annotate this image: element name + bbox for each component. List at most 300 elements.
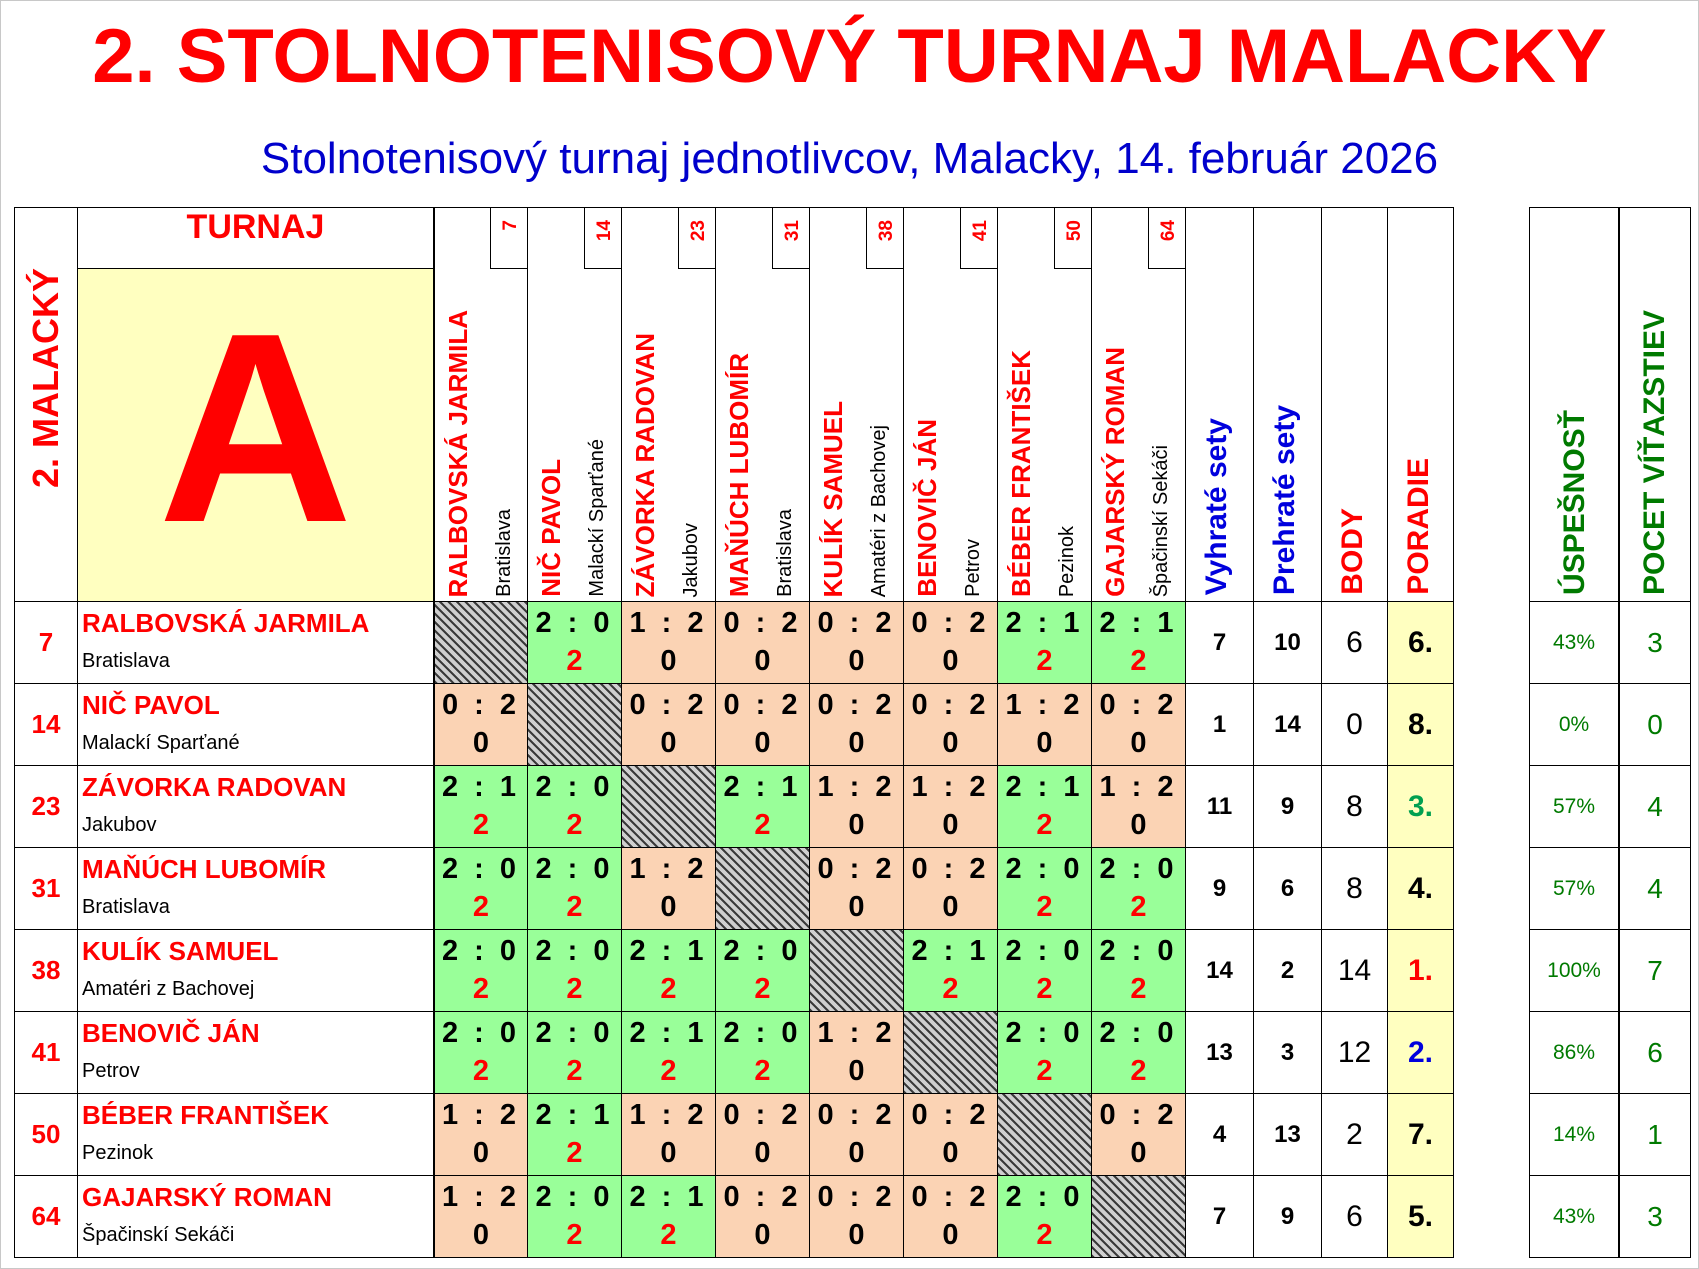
match-score: 2 : 0 xyxy=(535,1181,614,1213)
column-player-name: BÉBER FRANTIŠEK xyxy=(1006,349,1036,597)
stat-cell-won xyxy=(1186,1094,1254,1176)
row-number-cell xyxy=(14,848,78,930)
stat-cell-lost xyxy=(1254,602,1322,684)
row-player-name: GAJARSKÝ ROMAN xyxy=(82,1182,332,1212)
match-score: 2 : 0 xyxy=(1005,935,1084,967)
match-score: 0 : 2 xyxy=(817,1099,896,1131)
stat-cell-won xyxy=(1186,848,1254,930)
row-player-cell xyxy=(78,848,434,930)
row-number-cell xyxy=(14,766,78,848)
stat-cell-rank xyxy=(1388,930,1454,1012)
group-letter: A xyxy=(158,278,353,579)
wins-cell xyxy=(1619,602,1691,684)
match-points: 0 xyxy=(942,645,959,677)
row-number: 41 xyxy=(31,1037,61,1067)
row-number: 38 xyxy=(31,955,61,985)
diagonal-cell xyxy=(716,848,810,930)
match-result-cell xyxy=(998,1176,1092,1258)
stat-cell-points xyxy=(1322,766,1388,848)
match-score: 0 : 2 xyxy=(1099,1099,1178,1131)
row-player-club: Jakubov xyxy=(82,814,157,836)
stat-points: 8 xyxy=(1346,789,1363,823)
turnaj-label-cell xyxy=(78,207,434,269)
match-score: 2 : 0 xyxy=(441,1017,521,1049)
success-cell xyxy=(1529,930,1619,1012)
column-player-name: MAŇÚCH LUBOMÍR xyxy=(724,352,754,597)
stat-cell-lost xyxy=(1254,1094,1322,1176)
row-player-name: NIČ PAVOL xyxy=(82,690,220,720)
column-number: 64 xyxy=(1158,220,1179,242)
wins-value: 4 xyxy=(1647,872,1663,904)
match-result-cell xyxy=(998,602,1092,684)
column-player-club: Bratislava xyxy=(774,509,796,597)
match-result-cell xyxy=(434,848,528,930)
stat-cell-rank xyxy=(1388,1012,1454,1094)
row-player-club: Bratislava xyxy=(82,896,170,918)
match-result-cell xyxy=(1092,766,1186,848)
row-player-name: ZÁVORKA RADOVAN xyxy=(82,772,347,802)
match-score: 0 : 2 xyxy=(629,689,708,721)
row-number-cell xyxy=(14,1094,78,1176)
match-score: 0 : 2 xyxy=(1099,689,1178,721)
match-points: 0 xyxy=(848,727,865,759)
match-result-cell xyxy=(998,930,1092,1012)
match-score: 0 : 2 xyxy=(911,1181,990,1213)
match-points: 0 xyxy=(942,1219,959,1251)
match-score: 2 : 1 xyxy=(723,771,802,803)
match-result-cell xyxy=(716,1094,810,1176)
match-points: 0 xyxy=(942,891,959,923)
diagonal-cell xyxy=(622,766,716,848)
stat-header-label: Prehraté sety xyxy=(1268,404,1301,595)
match-result-cell xyxy=(998,1012,1092,1094)
match-score: 0 : 2 xyxy=(817,607,896,639)
row-player-club: Pezinok xyxy=(82,1142,154,1164)
stat-cell-points xyxy=(1322,684,1388,766)
row-player-club: Malackí Sparťané xyxy=(82,732,240,754)
match-score: 2 : 0 xyxy=(535,853,614,885)
match-points: 0 xyxy=(754,727,771,759)
match-points: 0 xyxy=(754,1137,771,1169)
match-result-cell xyxy=(904,684,998,766)
stat-rank: 2. xyxy=(1407,1035,1434,1069)
side-label: 2. MALACKÝ xyxy=(25,268,66,489)
match-result-cell xyxy=(528,1176,622,1258)
stat-cell-rank xyxy=(1388,602,1454,684)
row-player-name: RALBOVSKÁ JARMILA xyxy=(82,608,370,638)
match-result-cell xyxy=(1092,930,1186,1012)
match-result-cell xyxy=(716,684,810,766)
match-points: 0 xyxy=(1130,727,1147,759)
row-number: 50 xyxy=(31,1119,61,1149)
row-number: 31 xyxy=(31,873,61,903)
stat-rank: 4. xyxy=(1407,871,1434,905)
success-header-label: ÚSPEŠNOSŤ xyxy=(1558,409,1591,595)
stat-rank: 7. xyxy=(1407,1117,1434,1151)
row-player-cell xyxy=(78,602,434,684)
match-score: 1 : 2 xyxy=(441,1181,521,1213)
match-score: 1 : 2 xyxy=(1005,689,1084,721)
match-points: 2 xyxy=(1036,809,1053,841)
success-value: 14% xyxy=(1552,1122,1596,1146)
stat-lost: 13 xyxy=(1274,1120,1301,1148)
wins-cell xyxy=(1619,848,1691,930)
row-number: 23 xyxy=(31,791,61,821)
match-score: 0 : 2 xyxy=(723,1099,802,1131)
match-score: 2 : 1 xyxy=(629,935,708,967)
match-result-cell xyxy=(716,1012,810,1094)
match-result-cell xyxy=(998,766,1092,848)
row-player-cell xyxy=(78,766,434,848)
match-result-cell xyxy=(434,1012,528,1094)
stat-cell-points xyxy=(1322,848,1388,930)
stat-won: 13 xyxy=(1206,1038,1233,1066)
row-player-club: Amatéri z Bachovej xyxy=(82,978,255,1000)
match-score: 2 : 0 xyxy=(1099,853,1178,885)
match-result-cell xyxy=(528,766,622,848)
match-result-cell xyxy=(434,684,528,766)
wins-cell xyxy=(1619,930,1691,1012)
match-score: 0 : 2 xyxy=(911,689,990,721)
column-number: 50 xyxy=(1064,220,1085,242)
row-number-cell xyxy=(14,930,78,1012)
stat-won: 1 xyxy=(1212,710,1227,738)
stat-points: 0 xyxy=(1346,707,1363,741)
match-points: 2 xyxy=(660,1219,677,1251)
row-number-cell xyxy=(14,1176,78,1258)
match-score: 2 : 1 xyxy=(911,935,990,967)
stat-rank: 6. xyxy=(1407,625,1434,659)
column-number-14 xyxy=(584,207,622,269)
match-score: 0 : 2 xyxy=(723,607,802,639)
stat-won: 7 xyxy=(1212,1202,1227,1230)
stat-won: 9 xyxy=(1212,874,1227,902)
match-result-cell xyxy=(622,602,716,684)
match-points: 0 xyxy=(1130,809,1147,841)
wins-cell xyxy=(1619,684,1691,766)
row-number: 64 xyxy=(31,1201,61,1231)
stat-cell-rank xyxy=(1388,684,1454,766)
match-result-cell xyxy=(904,930,998,1012)
match-points: 2 xyxy=(660,1055,677,1087)
match-score: 0 : 2 xyxy=(817,1181,896,1213)
match-result-cell xyxy=(1092,848,1186,930)
match-points: 0 xyxy=(660,1137,677,1169)
match-points: 2 xyxy=(1130,645,1147,677)
stat-cell-lost xyxy=(1254,930,1322,1012)
stat-points: 2 xyxy=(1346,1117,1363,1151)
match-points: 0 xyxy=(942,809,959,841)
success-value: 0% xyxy=(1558,712,1590,736)
stat-cell-won xyxy=(1186,602,1254,684)
diagonal-cell xyxy=(810,930,904,1012)
column-number-41 xyxy=(960,207,998,269)
row-number: 14 xyxy=(31,709,61,739)
stat-rank: 5. xyxy=(1407,1199,1434,1233)
column-player-name: RALBOVSKÁ JARMILA xyxy=(443,309,473,597)
match-result-cell xyxy=(434,766,528,848)
column-number: 14 xyxy=(594,220,615,242)
stat-won: 14 xyxy=(1206,956,1233,984)
match-score: 2 : 0 xyxy=(1099,935,1178,967)
turnaj-label: TURNAJ xyxy=(186,208,325,246)
match-result-cell xyxy=(1092,1012,1186,1094)
match-result-cell xyxy=(528,930,622,1012)
column-player-club: Amatéri z Bachovej xyxy=(868,424,890,597)
match-score: 2 : 1 xyxy=(1099,607,1178,639)
match-result-cell xyxy=(998,684,1092,766)
row-player-name: MAŇÚCH LUBOMÍR xyxy=(82,854,327,884)
match-result-cell xyxy=(810,766,904,848)
wins-cell xyxy=(1619,766,1691,848)
match-score: 2 : 1 xyxy=(441,771,521,803)
match-points: 0 xyxy=(1036,727,1053,759)
match-points: 2 xyxy=(660,973,677,1005)
page-title: 2. STOLNOTENISOVÝ TURNAJ MALACKY xyxy=(92,14,1607,99)
match-points: 2 xyxy=(566,1137,583,1169)
column-number: 7 xyxy=(500,220,521,231)
match-points: 0 xyxy=(472,1137,490,1169)
match-score: 2 : 1 xyxy=(1005,771,1084,803)
stat-cell-lost xyxy=(1254,684,1322,766)
group-letter-cell xyxy=(78,269,434,602)
match-points: 0 xyxy=(848,1137,865,1169)
stat-cell-won xyxy=(1186,1012,1254,1094)
stat-cell-won xyxy=(1186,766,1254,848)
stat-lost: 3 xyxy=(1280,1038,1295,1066)
stat-header-won_sets xyxy=(1186,207,1254,602)
row-player-cell xyxy=(78,1094,434,1176)
match-result-cell xyxy=(528,848,622,930)
stat-won: 7 xyxy=(1212,628,1227,656)
diagonal-cell xyxy=(434,602,528,684)
row-player-cell xyxy=(78,1176,434,1258)
match-points: 2 xyxy=(566,891,583,923)
match-result-cell xyxy=(810,1176,904,1258)
stat-cell-lost xyxy=(1254,766,1322,848)
match-score: 2 : 1 xyxy=(535,1099,614,1131)
match-points: 2 xyxy=(1036,1055,1053,1087)
match-score: 0 : 2 xyxy=(723,689,802,721)
stat-header-label: PORADIE xyxy=(1402,458,1435,595)
stat-points: 8 xyxy=(1346,871,1363,905)
match-score: 2 : 0 xyxy=(1005,1181,1084,1213)
diagonal-cell xyxy=(998,1094,1092,1176)
match-result-cell xyxy=(904,1094,998,1176)
match-result-cell xyxy=(528,1094,622,1176)
match-result-cell xyxy=(622,1094,716,1176)
match-score: 2 : 0 xyxy=(1005,853,1084,885)
match-score: 0 : 2 xyxy=(911,853,990,885)
match-score: 0 : 2 xyxy=(911,1099,990,1131)
match-points: 2 xyxy=(754,973,771,1005)
match-score: 2 : 0 xyxy=(535,607,614,639)
wins-value: 6 xyxy=(1647,1036,1663,1068)
stat-cell-won xyxy=(1186,1176,1254,1258)
stat-cell-points xyxy=(1322,602,1388,684)
page-subtitle: Stolnotenisový turnaj jednotlivcov, Malacky, 14. február 2026 xyxy=(260,134,1439,183)
column-player-name: KULÍK SAMUEL xyxy=(818,400,848,597)
match-points: 2 xyxy=(1036,891,1053,923)
match-points: 2 xyxy=(566,809,583,841)
match-points: 0 xyxy=(660,727,677,759)
stat-cell-points xyxy=(1322,1176,1388,1258)
column-player-club: Špačinskí Sekáči xyxy=(1150,444,1172,597)
match-result-cell xyxy=(434,1176,528,1258)
match-points: 2 xyxy=(566,973,583,1005)
match-points: 0 xyxy=(660,645,677,677)
match-points: 2 xyxy=(1036,645,1053,677)
stat-cell-rank xyxy=(1388,848,1454,930)
stat-rank: 8. xyxy=(1407,707,1434,741)
success-value: 57% xyxy=(1552,794,1596,818)
match-score: 0 : 2 xyxy=(817,689,896,721)
match-score: 2 : 0 xyxy=(535,771,614,803)
stat-header-label: Vyhraté sety xyxy=(1200,417,1233,595)
stat-header-lost_sets xyxy=(1254,207,1322,602)
success-value: 43% xyxy=(1552,630,1596,654)
success-cell xyxy=(1529,766,1619,848)
wins-value: 3 xyxy=(1647,1200,1663,1232)
match-score: 1 : 2 xyxy=(911,771,990,803)
match-points: 0 xyxy=(472,727,490,759)
match-points: 2 xyxy=(566,1219,583,1251)
wins-header-label: POCET VÍŤAZSTIEV xyxy=(1638,309,1671,595)
match-score: 2 : 0 xyxy=(723,1017,802,1049)
stat-cell-points xyxy=(1322,1094,1388,1176)
success-value: 43% xyxy=(1552,1204,1596,1228)
stat-cell-won xyxy=(1186,684,1254,766)
match-points: 0 xyxy=(660,891,677,923)
match-result-cell xyxy=(716,766,810,848)
match-score: 2 : 0 xyxy=(441,935,521,967)
match-result-cell xyxy=(434,930,528,1012)
match-result-cell xyxy=(904,766,998,848)
stat-lost: 9 xyxy=(1280,792,1295,820)
stat-cell-rank xyxy=(1388,766,1454,848)
column-player-name: BENOVIČ JÁN xyxy=(912,419,942,597)
match-score: 2 : 1 xyxy=(629,1017,708,1049)
match-score: 1 : 2 xyxy=(441,1099,521,1131)
stat-lost: 6 xyxy=(1280,874,1295,902)
stat-points: 14 xyxy=(1337,953,1372,987)
wins-value: 3 xyxy=(1647,626,1663,658)
match-score: 2 : 0 xyxy=(1099,1017,1178,1049)
stat-cell-rank xyxy=(1388,1094,1454,1176)
stat-rank: 3. xyxy=(1407,789,1434,823)
match-score: 0 : 2 xyxy=(723,1181,802,1213)
column-number-31 xyxy=(772,207,810,269)
diagonal-cell xyxy=(1092,1176,1186,1258)
match-result-cell xyxy=(1092,684,1186,766)
match-result-cell xyxy=(622,1012,716,1094)
match-score: 1 : 2 xyxy=(1099,771,1178,803)
match-score: 2 : 0 xyxy=(535,1017,614,1049)
success-cell xyxy=(1529,1012,1619,1094)
stat-cell-points xyxy=(1322,930,1388,1012)
match-result-cell xyxy=(622,848,716,930)
match-points: 0 xyxy=(942,1137,959,1169)
match-result-cell xyxy=(810,602,904,684)
stat-cell-points xyxy=(1322,1012,1388,1094)
stat-lost: 10 xyxy=(1274,628,1301,656)
wins-cell xyxy=(1619,1012,1691,1094)
match-score: 2 : 0 xyxy=(1005,1017,1084,1049)
diagonal-cell xyxy=(904,1012,998,1094)
wins-value: 1 xyxy=(1647,1118,1663,1150)
match-result-cell xyxy=(716,930,810,1012)
match-result-cell xyxy=(1092,1094,1186,1176)
match-score: 2 : 1 xyxy=(1005,607,1084,639)
stat-points: 6 xyxy=(1346,1199,1363,1233)
column-player-club: Jakubov xyxy=(680,522,702,597)
match-points: 2 xyxy=(1130,1055,1147,1087)
match-points: 2 xyxy=(472,973,490,1005)
match-result-cell xyxy=(904,1176,998,1258)
row-player-cell xyxy=(78,684,434,766)
match-points: 2 xyxy=(1036,1219,1053,1251)
match-result-cell xyxy=(810,684,904,766)
column-player-club: Bratislava xyxy=(493,509,515,597)
column-number: 23 xyxy=(688,220,709,242)
match-points: 2 xyxy=(754,1055,771,1087)
match-score: 1 : 2 xyxy=(629,853,708,885)
success-cell xyxy=(1529,1176,1619,1258)
match-result-cell xyxy=(622,684,716,766)
stat-header-label: BODY xyxy=(1336,508,1369,595)
row-player-cell xyxy=(78,1012,434,1094)
match-score: 1 : 2 xyxy=(629,607,708,639)
match-result-cell xyxy=(716,602,810,684)
match-result-cell xyxy=(810,848,904,930)
match-result-cell xyxy=(998,848,1092,930)
stat-cell-lost xyxy=(1254,1176,1322,1258)
match-score: 0 : 2 xyxy=(911,607,990,639)
wins-header xyxy=(1619,207,1691,602)
stat-won: 4 xyxy=(1212,1120,1227,1148)
match-points: 0 xyxy=(848,1055,865,1087)
success-value: 100% xyxy=(1547,958,1601,982)
match-points: 0 xyxy=(942,727,959,759)
stat-won: 11 xyxy=(1206,792,1233,820)
row-player-name: KULÍK SAMUEL xyxy=(82,936,279,966)
match-result-cell xyxy=(904,848,998,930)
match-points: 2 xyxy=(1036,973,1053,1005)
row-number: 7 xyxy=(38,627,54,657)
column-player-name: GAJARSKÝ ROMAN xyxy=(1100,347,1130,597)
row-number-cell xyxy=(14,684,78,766)
column-player-club: Pezinok xyxy=(1056,525,1078,597)
match-points: 2 xyxy=(472,891,490,923)
match-points: 2 xyxy=(942,973,959,1005)
success-cell xyxy=(1529,602,1619,684)
column-number-64 xyxy=(1148,207,1186,269)
stat-points: 12 xyxy=(1337,1035,1372,1069)
success-cell xyxy=(1529,848,1619,930)
match-points: 2 xyxy=(566,1055,583,1087)
stat-cell-won xyxy=(1186,930,1254,1012)
column-number-50 xyxy=(1054,207,1092,269)
row-player-club: Petrov xyxy=(82,1060,140,1082)
match-result-cell xyxy=(810,1012,904,1094)
row-player-name: BÉBER FRANTIŠEK xyxy=(82,1100,330,1130)
stat-header-rank xyxy=(1388,207,1454,602)
match-points: 0 xyxy=(848,891,865,923)
stat-lost: 2 xyxy=(1280,956,1295,984)
column-player-name: ZÁVORKA RADOVAN xyxy=(630,332,660,597)
match-points: 2 xyxy=(1130,891,1147,923)
row-player-name: BENOVIČ JÁN xyxy=(82,1018,260,1048)
